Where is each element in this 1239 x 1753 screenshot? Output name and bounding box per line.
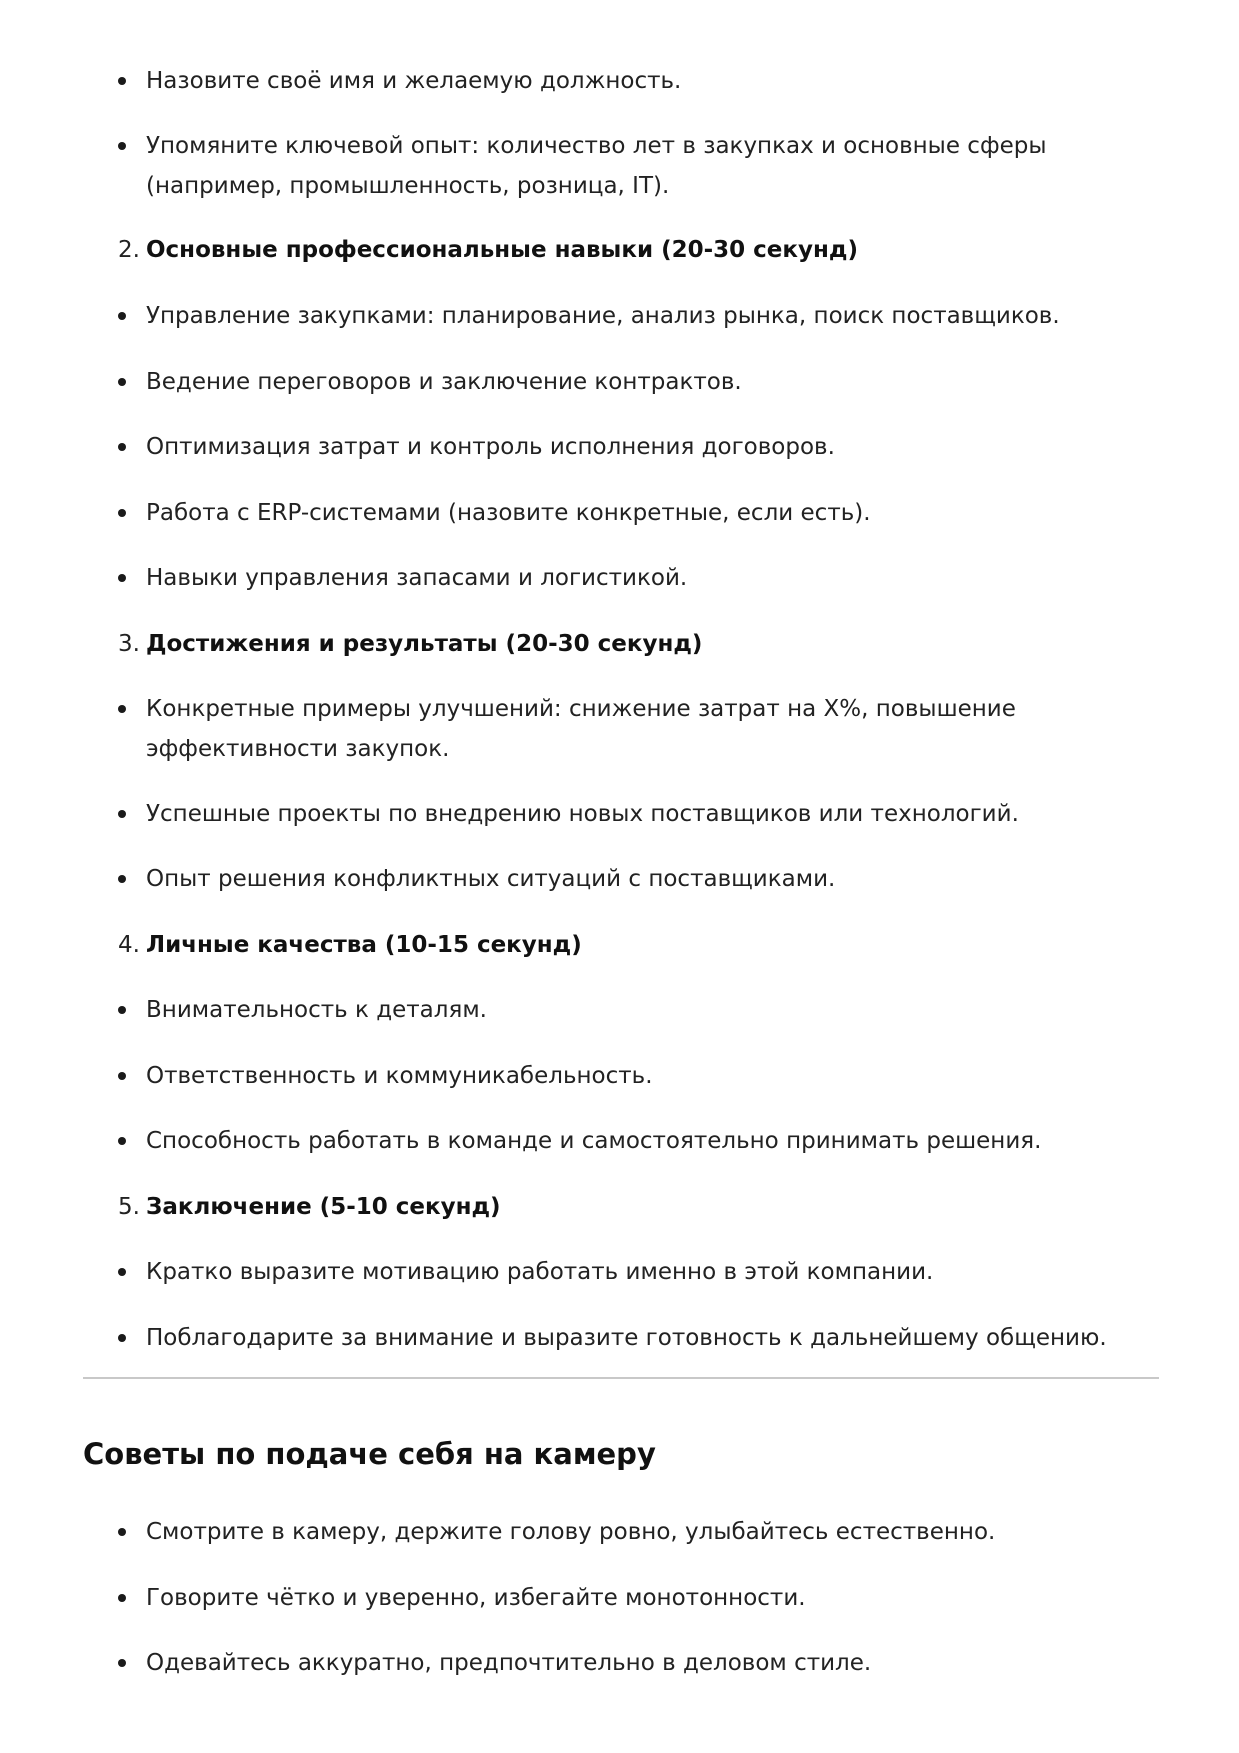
list-item: Кратко выразите мотивацию работать именно в этой компании. [146,1252,1156,1292]
list-item: Ведение переговоров и заключение контрактов. [146,362,1156,402]
list-item: Успешные проекты по внедрению новых поставщиков или технологий. [146,794,1156,834]
list-item: Оптимизация затрат и контроль исполнения договоров. [146,427,1156,467]
section-number: 4. [118,932,140,958]
list-item: Говорите чётко и уверенно, избегайте монотонности. [146,1578,1156,1618]
section-title: Достижения и результаты (20-30 секунд) [146,631,703,657]
list-item: Конкретные примеры улучшений: снижение затрат на X%, повышение эффективности закупок. [146,689,1156,769]
list-item: Управление закупками: планирование, анализ рынка, поиск поставщиков. [146,296,1156,336]
section-number: 5. [118,1194,140,1220]
section-heading [118,624,1156,664]
list-item: Назовите своё имя и желаемую должность. [146,61,1156,101]
list-item: Упомяните ключевой опыт: количество лет в закупках и основные сферы (например, промышленность, розница, IT). [146,126,1156,206]
section-number: 3. [118,631,140,657]
section-title: Личные качества (10-15 секунд) [146,932,582,958]
list-item: Одевайтесь аккуратно, предпочтительно в деловом стиле. [146,1643,1156,1683]
list-item: Внимательность к деталям. [146,990,1156,1030]
section-number: 2. [118,237,140,263]
list-item: Поблагодарите за внимание и выразите готовность к дальнейшему общению. [146,1318,1156,1358]
section-heading [118,230,1156,270]
section-title: Заключение (5-10 секунд) [146,1194,501,1220]
horizontal-divider [83,1377,1159,1379]
section-heading [118,925,1156,965]
list-item: Опыт решения конфликтных ситуаций с поставщиками. [146,859,1156,899]
tips-heading: Советы по подаче себя на камеру [83,1437,656,1471]
section-heading [118,1187,1156,1227]
list-item: Смотрите в камеру, держите голову ровно, улыбайтесь естественно. [146,1512,1156,1552]
list-item: Способность работать в команде и самостоятельно принимать решения. [146,1121,1156,1161]
section-title: Основные профессиональные навыки (20-30 секунд) [146,237,858,263]
list-item: Навыки управления запасами и логистикой. [146,558,1156,598]
list-item: Работа с ERP-системами (назовите конкретные, если есть). [146,493,1156,533]
list-item: Ответственность и коммуникабельность. [146,1056,1156,1096]
